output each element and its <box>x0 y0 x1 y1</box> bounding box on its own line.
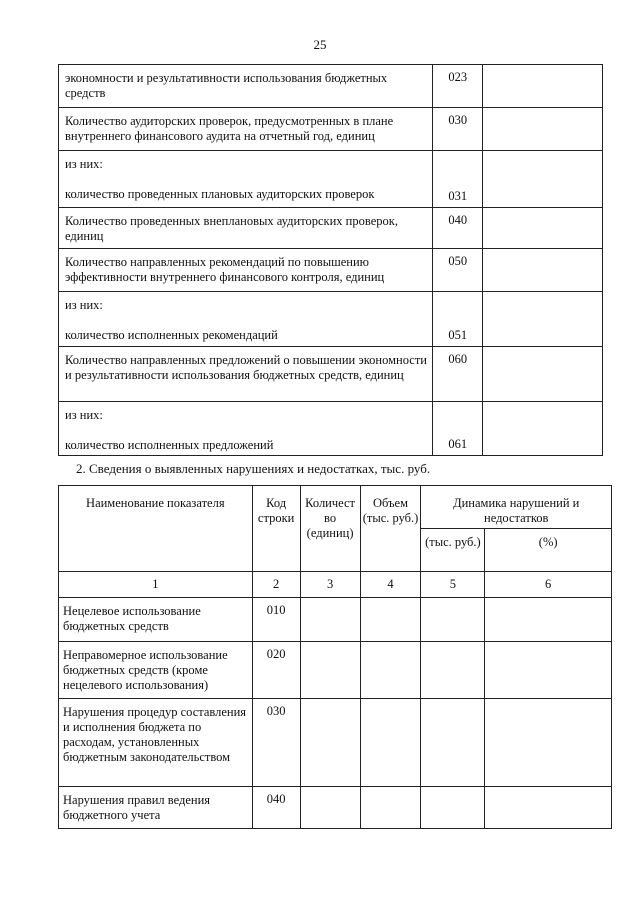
row-code: 061 <box>433 402 483 456</box>
column-number: 6 <box>485 572 612 598</box>
column-number: 5 <box>421 572 485 598</box>
table-row <box>59 642 612 699</box>
row-label-group <box>59 402 433 456</box>
value-cell <box>483 208 603 249</box>
value-cell <box>360 642 421 699</box>
header-volume: Объем (тыс. руб.) <box>360 486 421 572</box>
header-dynamics-thousand: (тыс. руб.) <box>421 529 485 572</box>
value-cell <box>300 598 360 642</box>
page-number: 25 <box>313 37 327 52</box>
table-row <box>59 402 603 456</box>
row-code: 030 <box>433 108 483 151</box>
value-cell <box>421 642 485 699</box>
row-name: Неправомерное использование бюджетных средств (кроме нецелевого использования) <box>59 642 253 699</box>
header-name: Наименование показателя <box>59 486 253 572</box>
value-cell <box>300 699 360 787</box>
value-cell <box>360 787 421 829</box>
value-cell <box>483 108 603 151</box>
value-cell <box>483 65 603 108</box>
table-row <box>59 787 612 829</box>
row-label: Количество направленных рекомендаций по повышению эффективности внутреннего финансового контроля, единиц <box>59 249 433 292</box>
value-cell <box>485 598 612 642</box>
subgroup-label: из них: <box>65 298 103 312</box>
row-name: Нецелевое использование бюджетных средств <box>59 598 253 642</box>
value-cell <box>483 347 603 402</box>
value-cell <box>485 787 612 829</box>
row-label: экономности и результативности использования бюджетных средств <box>59 65 433 108</box>
violations-table <box>58 485 612 829</box>
row-code: 040 <box>252 787 300 829</box>
row-code: 060 <box>433 347 483 402</box>
row-code: 010 <box>252 598 300 642</box>
row-code: 020 <box>252 642 300 699</box>
value-cell <box>421 787 485 829</box>
column-number: 2 <box>252 572 300 598</box>
value-cell <box>485 699 612 787</box>
header-dynamics-percent: (%) <box>485 529 612 572</box>
table-row <box>59 249 603 292</box>
table-row <box>59 699 612 787</box>
header-code: Код строки <box>252 486 300 572</box>
row-code: 050 <box>433 249 483 292</box>
header-row <box>59 486 612 529</box>
row-name: Нарушения правил ведения бюджетного учета <box>59 787 253 829</box>
value-cell <box>421 699 485 787</box>
header-dynamics: Динамика нарушений и недостатков <box>421 486 612 529</box>
column-numbers-row <box>59 572 612 598</box>
table-row <box>59 151 603 208</box>
value-cell <box>360 699 421 787</box>
column-number: 1 <box>59 572 253 598</box>
row-label-group <box>59 292 433 347</box>
header-count: Количест во (единиц) <box>300 486 360 572</box>
row-label: количество исполненных рекомендаций <box>65 328 278 342</box>
value-cell <box>483 249 603 292</box>
value-cell <box>300 787 360 829</box>
column-number: 3 <box>300 572 360 598</box>
table-row <box>59 208 603 249</box>
value-cell <box>421 598 485 642</box>
table-row <box>59 108 603 151</box>
table-row <box>59 65 603 108</box>
column-number: 4 <box>360 572 421 598</box>
table-row <box>59 292 603 347</box>
subgroup-label: из них: <box>65 408 103 422</box>
row-label: количество проведенных плановых аудиторских проверок <box>65 187 375 201</box>
row-label: Количество направленных предложений о повышении экономности и результативности использования бюджетных средств, единиц <box>59 347 433 402</box>
value-cell <box>483 151 603 208</box>
row-name: Нарушения процедур составления и исполнения бюджета по расходам, установленных бюджетным законодательством <box>59 699 253 787</box>
row-code: 051 <box>433 292 483 347</box>
value-cell <box>485 642 612 699</box>
subgroup-label: из них: <box>65 157 103 171</box>
value-cell <box>483 402 603 456</box>
row-label: Количество проведенных внеплановых аудиторских проверок, единиц <box>59 208 433 249</box>
value-cell <box>483 292 603 347</box>
row-code: 023 <box>433 65 483 108</box>
row-label: Количество аудиторских проверок, предусмотренных в плане внутреннего финансового аудита на отчетный год, единиц <box>59 108 433 151</box>
audit-stats-table <box>58 64 603 456</box>
table-row <box>59 347 603 402</box>
section-title: 2. Сведения о выявленных нарушениях и недостатках, тыс. руб. <box>76 461 431 476</box>
value-cell <box>300 642 360 699</box>
row-label-group <box>59 151 433 208</box>
value-cell <box>360 598 421 642</box>
table-row <box>59 598 612 642</box>
row-code: 040 <box>433 208 483 249</box>
row-code: 030 <box>252 699 300 787</box>
row-code: 031 <box>433 151 483 208</box>
row-label: количество исполненных предложений <box>65 438 274 452</box>
